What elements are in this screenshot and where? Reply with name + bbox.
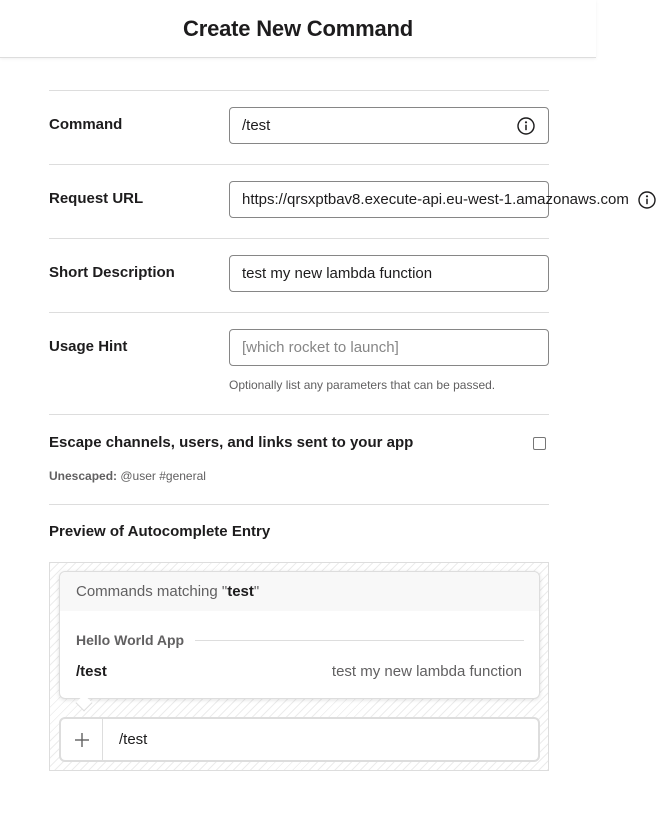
composer-text[interactable]: /test — [119, 731, 148, 748]
preview-title: Preview of Autocomplete Entry — [49, 523, 271, 540]
short-description-label: Short Description — [49, 264, 175, 281]
divider — [49, 414, 549, 415]
escape-checkbox[interactable] — [533, 437, 546, 450]
divider — [49, 164, 549, 165]
escape-note-value: @user #general — [120, 469, 206, 483]
app-name: Hello World App — [76, 632, 185, 648]
usage-hint-label: Usage Hint — [49, 338, 128, 355]
autocomplete-popup — [59, 571, 540, 699]
request-url-input[interactable] — [229, 181, 629, 218]
divider — [49, 90, 549, 91]
command-input[interactable] — [229, 107, 549, 144]
usage-hint-input[interactable] — [229, 329, 549, 366]
plus-icon[interactable] — [61, 719, 103, 760]
page-header — [0, 0, 596, 58]
matching-prefix: Commands matching " — [76, 583, 228, 600]
autocomplete-description: test my new lambda function — [331, 663, 522, 680]
matching-suffix: " — [253, 583, 260, 600]
info-icon[interactable] — [516, 116, 536, 136]
info-icon[interactable] — [637, 190, 657, 210]
autocomplete-header — [60, 572, 539, 611]
matching-term: test — [227, 583, 254, 600]
request-url-input-value[interactable]: https://qrsxptbav8.execute-api.eu-west-1.amazonaws.com — [242, 191, 629, 208]
short-description-input[interactable] — [229, 255, 549, 292]
autocomplete-command[interactable]: /test — [76, 663, 107, 680]
escape-note — [49, 469, 206, 483]
escape-note-label: Unescaped: — [49, 469, 118, 483]
app-divider — [195, 640, 524, 641]
usage-hint-placeholder[interactable]: [which rocket to launch] — [242, 339, 399, 356]
escape-label: Escape channels, users, and links sent to your app — [49, 434, 414, 451]
request-url-label: Request URL — [49, 190, 144, 207]
page-title: Create New Command — [183, 15, 413, 41]
short-description-input-value[interactable]: test my new lambda function — [242, 265, 433, 282]
command-label: Command — [49, 116, 123, 133]
usage-hint-help: Optionally list any parameters that can be passed. — [229, 378, 496, 392]
divider — [49, 504, 549, 505]
message-composer[interactable] — [59, 717, 540, 762]
divider — [49, 238, 549, 239]
command-input-value[interactable]: /test — [242, 117, 271, 134]
divider — [49, 312, 549, 313]
